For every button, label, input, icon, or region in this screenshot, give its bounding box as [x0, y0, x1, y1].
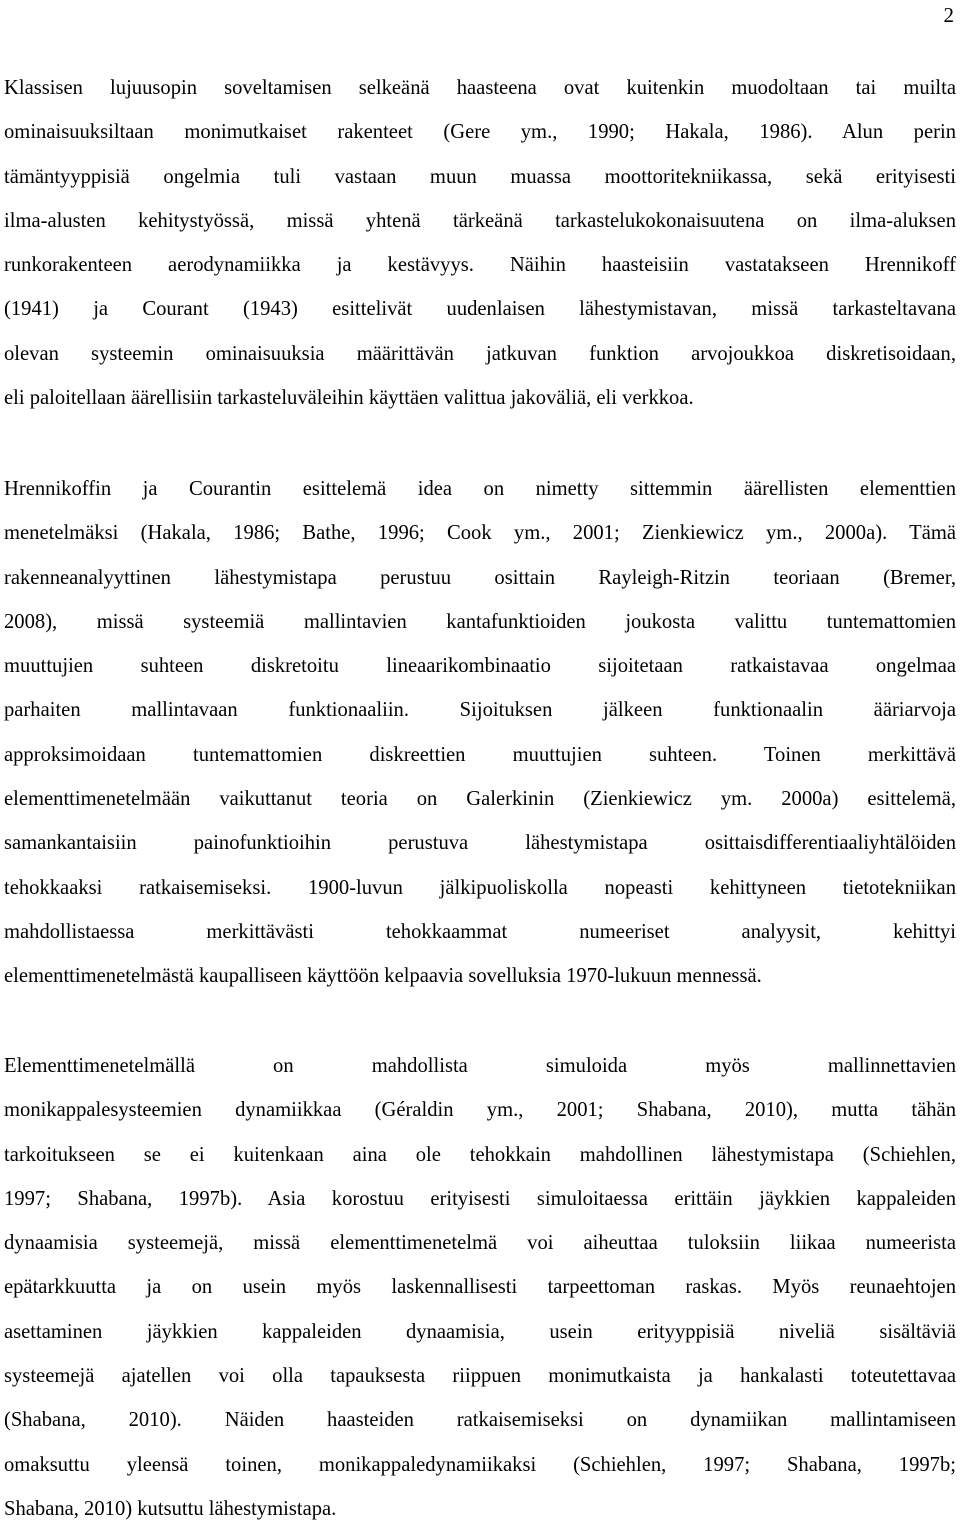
paragraph-2 [4, 467, 956, 999]
text-line: dynaamisia systeemejä, missä elementtimenetelmä voi aiheuttaa tuloksiin liikaa numeerista [4, 1232, 956, 1255]
text-line: 1997; Shabana, 1997b). Asia korostuu erityisesti simuloitaessa erittäin jäykkien kappaleiden [4, 1187, 956, 1210]
text-line: elementtimenetelmästä kaupalliseen käyttöön kelpaavia sovelluksia 1970-lukuun mennessä. [4, 965, 762, 988]
text-line: eli paloitellaan äärellisiin tarkasteluväleihin käyttäen valittua jakoväliä, eli verkkoa. [4, 387, 694, 410]
page-number: 2 [943, 3, 954, 27]
text-line: asettaminen jäykkien kappaleiden dynaamisia, usein erityyppisiä niveliä sisältäviä [4, 1320, 956, 1343]
text-line: parhaiten mallintavaan funktionaaliin. Sijoituksen jälkeen funktionaalin ääriarvoja [4, 699, 956, 722]
text-line: (Shabana, 2010). Näiden haasteiden ratkaisemiseksi on dynamiikan mallintamiseen [4, 1409, 956, 1432]
text-line: monikappalesysteemien dynamiikkaa (Géraldin ym., 2001; Shabana, 2010), mutta tähän [4, 1099, 956, 1122]
text-line: tehokkaaksi ratkaisemiseksi. 1900-luvun jälkipuoliskolla nopeasti kehittyneen tietotekniikan [4, 876, 956, 899]
text-line: Elementtimenetelmällä on mahdollista simuloida myös mallinnettavien [4, 1055, 956, 1077]
paragraph-3 [4, 1044, 956, 1531]
text-line: systeemejä ajatellen voi olla tapauksesta riippuen monimutkaista ja hankalasti toteutettavaa [4, 1365, 956, 1388]
text-line: menetelmäksi (Hakala, 1986; Bathe, 1996; Cook ym., 2001; Zienkiewicz ym., 2000a). Tämä [4, 522, 956, 545]
text-line: mahdollistaessa merkittävästi tehokkaammat numeeriset analyysit, kehittyi [4, 920, 956, 943]
text-line: tarkoitukseen se ei kuitenkaan aina ole tehokkain mahdollinen lähestymistapa (Schiehlen, [4, 1143, 956, 1166]
text-line: olevan systeemin ominaisuuksia määrittävän jatkuvan funktion arvojoukkoa diskretisoidaan, [4, 342, 956, 365]
text-line: (1941) ja Courant (1943) esittelivät uudenlaisen lähestymistavan, missä tarkasteltavana [4, 298, 956, 321]
text-line: samankantaisiin painofunktioihin perustuva lähestymistapa osittaisdifferentiaaliyhtälöiden [4, 832, 956, 855]
text-line: epätarkkuutta ja on usein myös laskennallisesti tarpeettoman raskas. Myös reunaehtojen [4, 1276, 956, 1299]
text-line: approksimoidaan tuntemattomien diskreettien muuttujien suhteen. Toinen merkittävä [4, 743, 956, 766]
text-line: Hrennikoffin ja Courantin esittelemä idea on nimetty sittemmin äärellisten elementtien [4, 478, 956, 500]
text-line: 2008), missä systeemiä mallintavien kantafunktioiden joukosta valittu tuntemattomien [4, 610, 956, 633]
text-line: elementtimenetelmään vaikuttanut teoria on Galerkinin (Zienkiewicz ym. 2000a) esittelemä, [4, 788, 956, 811]
text-line: Shabana, 2010) kutsuttu lähestymistapa. [4, 1497, 337, 1520]
text-line: Klassisen lujuusopin soveltamisen selkeänä haasteena ovat kuitenkin muodoltaan tai muilta [4, 77, 956, 99]
text-line: muuttujien suhteen diskretoitu lineaarikombinaatio sijoitetaan ratkaistavaa ongelmaa [4, 655, 956, 678]
text-line: rakenneanalyyttinen lähestymistapa perustuu osittain Rayleigh-Ritzin teoriaan (Bremer, [4, 566, 956, 589]
text-line: ilma-alusten kehitystyössä, missä yhtenä tärkeänä tarkastelukokonaisuutena on ilma-aluksen [4, 209, 956, 232]
text-line: runkorakenteen aerodynamiikka ja kestävyys. Näihin haasteisiin vastatakseen Hrennikoff [4, 254, 956, 277]
text-line: tämäntyyppisiä ongelmia tuli vastaan muun muassa moottoritekniikassa, sekä erityisesti [4, 165, 956, 188]
text-line: omaksuttu yleensä toinen, monikappaledynamiikaksi (Schiehlen, 1997; Shabana, 1997b; [4, 1453, 956, 1476]
text-line: ominaisuuksiltaan monimutkaiset rakenteet (Gere ym., 1990; Hakala, 1986). Alun perin [4, 121, 956, 144]
paragraph-1 [4, 66, 956, 420]
